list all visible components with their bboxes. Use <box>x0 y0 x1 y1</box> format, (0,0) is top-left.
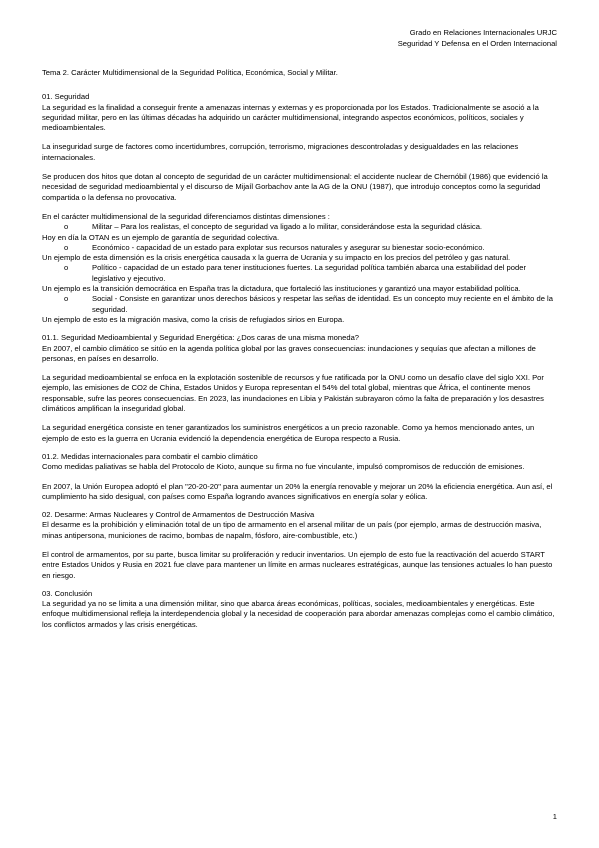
dimensions-list <box>42 263 557 284</box>
list-item-politico <box>42 263 557 284</box>
paragraph: En 2007, la Unión Europea adoptó el plan "20-20-20" para aumentar un 20% la energía renovable y mejorar un 20% la eficiencia energética. Aun así, el cumplimiento ha sido desigual, con países como España logrando avances significativos en energía solar y eólica. <box>42 481 553 501</box>
list-item-economico <box>42 243 557 253</box>
section-heading-01-2: 01.2. Medidas internacionales para combatir el cambio climático <box>42 451 258 461</box>
paragraph: En el carácter multidimensional de la seguridad diferenciamos distintas dimensiones : <box>42 211 330 221</box>
bullet-icon: o <box>64 263 69 273</box>
page-number: 1 <box>552 812 557 821</box>
section-heading-01-1: 01.1. Seguridad Medioambiental y Seguridad Energética: ¿Dos caras de una misma moneda? <box>42 333 360 343</box>
paragraph: La inseguridad surge de factores como incertidumbres, corrupción, terrorismo, migraciones descontroladas y desigualdades en las relaciones internacionales. <box>42 142 519 162</box>
header-line-1: Grado en Relaciones Internacionales URJC <box>409 28 557 37</box>
bullet-icon: o <box>64 222 69 232</box>
header-line-2: Seguridad Y Defensa en el Orden Internacional <box>397 38 557 48</box>
list-item-militar <box>42 222 557 232</box>
paragraph: Como medidas paliativas se habla del Protocolo de Kioto, aunque su firma no fue vinculante, impulsó compromisos de reducción de emisiones. <box>42 462 525 472</box>
list-item-text: Político - capacidad de un estado para tener instituciones fuertes. La seguridad política también abarca una estabilidad del poder legislativo y ejecutivo. <box>92 263 526 283</box>
list-item-social <box>42 294 557 315</box>
paragraph: La seguridad energética consiste en tener garantizados los suministros energéticos a un precio razonable. Como ya hemos mencionado antes, un ejemplo de esto es la guerra en Ucrania evidenció la dependencia energética de Europa respecto a Rusia. <box>42 423 535 443</box>
dimensions-list <box>42 243 557 253</box>
bullet-icon: o <box>64 294 69 304</box>
paragraph: La seguridad medioambiental se enfoca en la explotación sostenible de recursos y fue ratificada por la ONU como un desafío clave del siglo XXI. Por ejemplo, las emisiones de CO2 de China, Estados Unidos y Europa representan el 54% del total global, mientras que África, el continente menos responsable, sufre las peores consecuencias. En 2023, las inundaciones en Libia y Pakistán subrayaron cómo la falta de preparación y los desastres climáticos amplifican la inseguridad global. <box>42 373 544 414</box>
example-text: Un ejemplo de esto es la migración masiva, como la crisis de refugiados sirios en Europa. <box>42 314 345 324</box>
document-body <box>42 68 557 630</box>
example-text: Un ejemplo es la transición democrática en España tras la dictadura, que fortaleció las instituciones y garantizó una mayor estabilidad política. <box>42 284 521 294</box>
dimensions-list <box>42 222 557 232</box>
section-heading-03: 03. Conclusión <box>42 588 93 598</box>
example-text: Hoy en día la OTAN es un ejemplo de garantía de seguridad colectiva. <box>42 232 280 242</box>
list-item-text: Social - Consiste en garantizar unos derechos básicos y respetar las señas de identidad. Es un concepto muy reciente en el ámbito de la seguridad. <box>92 294 553 314</box>
section-heading-02: 02. Desarme: Armas Nucleares y Control de Armamentos de Destrucción Masiva <box>42 510 315 520</box>
dimensions-list <box>42 294 557 315</box>
paragraph: La seguridad es la finalidad a conseguir frente a amenazas internas y externas y es proporcionada por los Estados. Tradicionalmente se asoció a la seguridad militar, pero en las últimas décadas ha adquirido un carácter multidimensional, integrando aspectos económicos, políticos, sociales y medioambientales. <box>42 102 539 133</box>
page-header <box>398 28 557 49</box>
document-title: Tema 2. Carácter Multidimensional de la Seguridad Política, Económica, Social y Militar. <box>42 68 338 77</box>
list-item-text: Económico - capacidad de un estado para explotar sus recursos naturales y asegurar su bienestar socio-económico. <box>92 242 485 252</box>
section-heading-01: 01. Seguridad <box>42 92 90 102</box>
paragraph: Se producen dos hitos que dotan al concepto de seguridad de un carácter multidimensional: el accidente nuclear de Chernóbil (1986) que evidenció la necesidad de seguridad medioambiental y el discurso de Mijaíl Gorbachov ante la AG de la ONU (1987), que introdujo conceptos como la seguridad compartida o la defensa no provocativa. <box>42 172 548 202</box>
bullet-icon: o <box>64 242 69 252</box>
list-item-text: Militar – Para los realistas, el concepto de seguridad va ligado a lo militar, considerándose esta la seguridad clásica. <box>92 222 483 232</box>
paragraph: En 2007, el cambio climático se sitúo en la agenda política global por las graves consecuencias: inundaciones y sequías que afectan a millones de personas, en países en desarrollo. <box>42 343 536 363</box>
paragraph: El desarme es la prohibición y eliminación total de un tipo de armamento en el arsenal militar de un país (por ejemplo, armas de destrucción masiva, minas antipersona, municiones de racimo, bombas de napalm, fósforo, aire-combustible, etc.) <box>42 520 542 540</box>
paragraph: La seguridad ya no se limita a una dimensión militar, sino que abarca áreas económicas, políticas, sociales, medioambientales y energéticas. Este enfoque multidimensional refleja la interdependencia global y la necesidad de cooperación para abordar amenazas complejas como el cambio climático, los conflictos armados y las crisis energéticas. <box>42 599 555 629</box>
example-text: Un ejemplo de esta dimensión es la crisis energética causada x la guerra de Ucrania y su impacto en los precios del petróleo y gas natural. <box>42 253 511 263</box>
paragraph: El control de armamentos, por su parte, busca limitar su proliferación y reducir inventarios. Un ejemplo de esto fue la reactivación del acuerdo START entre Estados Unidos y Rusia en 2021 fue clave para mantener un límite en armas nucleares estratégicas, aunque las tensiones actuales lo han puesto en riesgo. <box>42 549 553 580</box>
